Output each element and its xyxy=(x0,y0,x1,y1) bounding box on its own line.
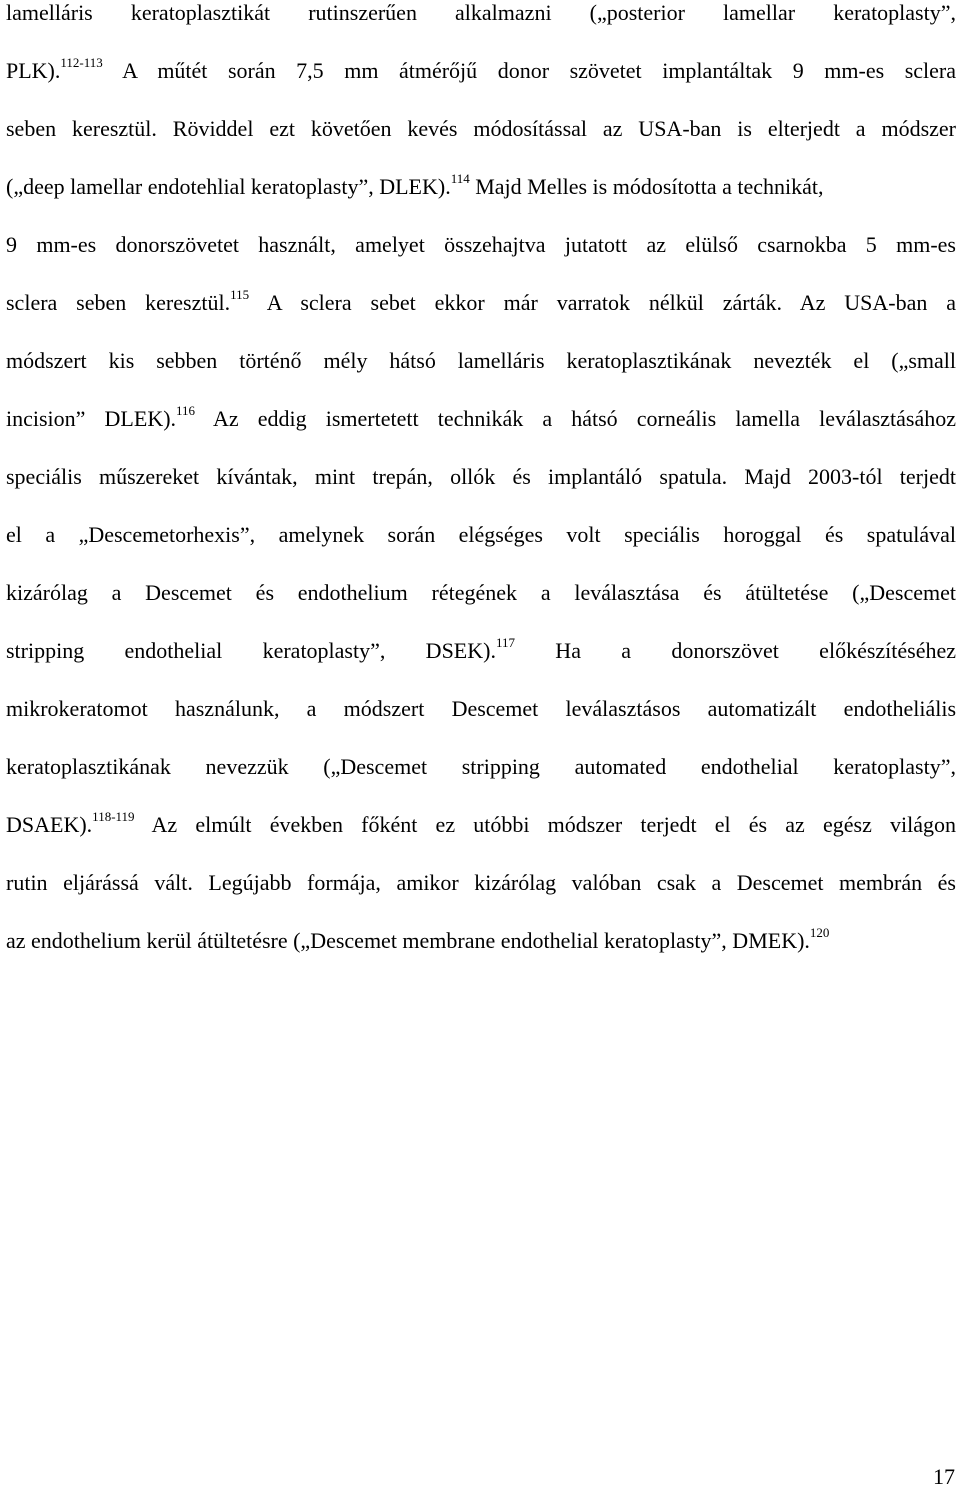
citation-superscript: 114 xyxy=(450,170,470,186)
body-line xyxy=(6,170,956,200)
body-line xyxy=(6,580,956,606)
body-line xyxy=(6,232,956,258)
body-line xyxy=(6,634,956,664)
line-text: Majd Melles is módosította a technikát, xyxy=(469,174,824,199)
body-line xyxy=(6,54,956,84)
line-text: 9 mm-es donorszövetet használt, amelyet összehajtva jutatott az elülső csarnokba 5 mm-es xyxy=(6,232,956,257)
citation-superscript: 117 xyxy=(495,634,515,650)
line-text: („deep lamellar endotehlial keratoplasty”, DLEK). xyxy=(6,174,451,199)
line-text: mikrokeratomot használunk, a módszert Descemet leválasztásos automatizált endotheliális xyxy=(6,696,956,721)
citation-superscript: 120 xyxy=(809,924,830,940)
body-line xyxy=(6,870,956,896)
citation-superscript: 116 xyxy=(176,402,196,418)
body-line xyxy=(6,116,956,142)
body-line xyxy=(6,286,956,316)
line-text: rutin eljárássá vált. Legújabb formája, amikor kizárólag valóban csak a Descemet membrán és xyxy=(6,870,956,895)
body-line xyxy=(6,522,956,548)
line-text: kizárólag a Descemet és endothelium rétegének a leválasztása és átültetése („Descemet xyxy=(6,580,956,605)
body-line xyxy=(6,402,956,432)
citation-superscript: 112-113 xyxy=(60,54,103,70)
page-number: 17 xyxy=(933,1464,955,1489)
body-line xyxy=(6,348,956,374)
body-line xyxy=(6,464,956,490)
body-line xyxy=(6,808,956,838)
citation-superscript: 115 xyxy=(230,286,250,302)
line-text: sclera seben keresztül. xyxy=(6,290,231,315)
line-text: Az eddig ismertetett technikák a hátsó corneális lamella leválasztásához xyxy=(195,406,956,431)
line-text: lamelláris keratoplasztikát rutinszerűen alkalmazni („posterior lamellar keratoplasty”, xyxy=(6,0,956,25)
line-text: speciális műszereket kívántak, mint trepán, ollók és implantáló spatula. Majd 2003-tól terjedt xyxy=(6,464,956,489)
body-line xyxy=(6,0,956,26)
line-text: el a „Descemetorhexis”, amelynek során elégséges volt speciális horoggal és spatulával xyxy=(6,522,956,547)
line-text: keratoplasztikának nevezzük („Descemet stripping automated endothelial keratoplasty”, xyxy=(6,754,956,779)
body-line xyxy=(6,924,956,954)
body-line xyxy=(6,696,956,722)
line-text: A sclera sebet ekkor már varratok nélkül zárták. Az USA-ban a xyxy=(249,290,956,315)
line-text: Ha a donorszövet előkészítéséhez xyxy=(515,638,956,663)
line-text: Az elmúlt években főként ez utóbbi módszer terjedt el és az egész világon xyxy=(134,812,956,837)
line-text: stripping endothelial keratoplasty”, DSEK). xyxy=(6,638,496,663)
line-text: A műtét során 7,5 mm átmérőjű donor szövetet implantáltak 9 mm-es sclera xyxy=(102,58,956,83)
line-text: incision” DLEK). xyxy=(6,406,177,431)
body-line xyxy=(6,754,956,780)
citation-superscript: 118-119 xyxy=(92,808,135,824)
line-text: módszert kis sebben történő mély hátsó lamelláris keratoplasztikának nevezték el („small xyxy=(6,348,956,373)
line-text: seben keresztül. Röviddel ezt követően kevés módosítással az USA-ban is elterjedt a módszer xyxy=(6,116,956,141)
line-text: az endothelium kerül átültetésre („Descemet membrane endothelial keratoplasty”, DMEK). xyxy=(6,928,810,953)
line-text: DSAEK). xyxy=(6,812,93,837)
line-text: PLK). xyxy=(6,58,61,83)
